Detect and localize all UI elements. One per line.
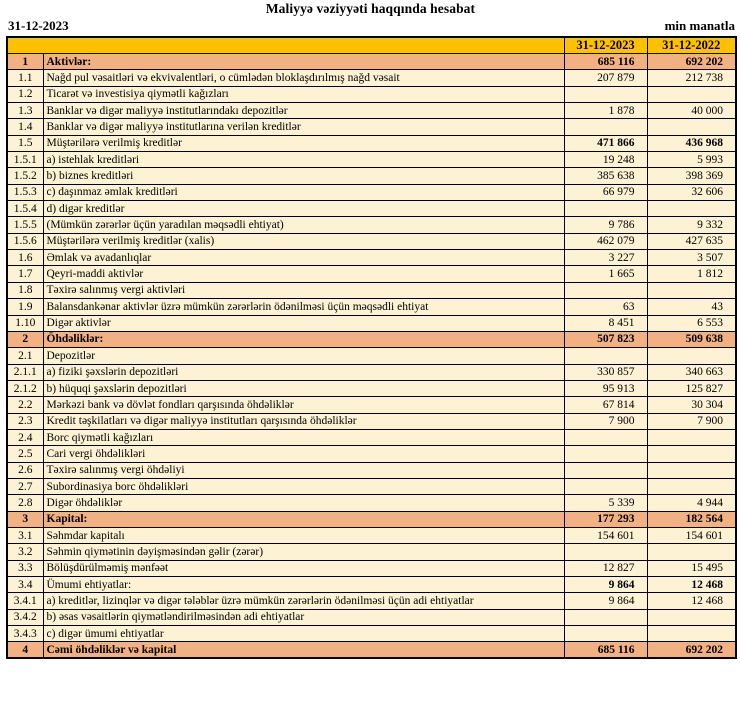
row-value-2023: 12 827	[564, 560, 647, 576]
row-number: 3.4	[7, 577, 43, 593]
table-row	[7, 266, 736, 282]
table-row	[7, 511, 736, 527]
row-number: 2.8	[7, 495, 43, 511]
row-value-2022	[647, 429, 736, 445]
row-label: Müştərilərə verilmiş kreditlər	[43, 135, 564, 151]
row-label: Təxirə salınmış vergi öhdəliyi	[43, 462, 564, 478]
row-value-2023: 385 638	[564, 168, 647, 184]
row-value-2023	[564, 626, 647, 642]
row-number: 3.2	[7, 544, 43, 560]
table-row	[7, 478, 736, 494]
row-value-2022: 125 827	[647, 380, 736, 396]
row-number: 1.6	[7, 250, 43, 266]
row-label: Borc qiymətli kağızları	[43, 429, 564, 445]
row-value-2022: 398 369	[647, 168, 736, 184]
table-row	[7, 299, 736, 315]
table-row	[7, 544, 736, 560]
row-value-2022: 12 468	[647, 577, 736, 593]
row-value-2023	[564, 429, 647, 445]
table-row	[7, 315, 736, 331]
row-value-2023: 9 786	[564, 217, 647, 233]
row-number: 2.4	[7, 429, 43, 445]
row-label: Digər aktivlər	[43, 315, 564, 331]
row-label: b) əsas vəsaitlərin qiymətləndirilməsindən adi ehtiyatlar	[43, 609, 564, 625]
row-value-2023	[564, 201, 647, 217]
row-value-2023: 177 293	[564, 511, 647, 527]
row-value-2023	[564, 462, 647, 478]
table-row	[7, 429, 736, 445]
row-number: 1	[7, 54, 43, 70]
row-label: a) istehlak kreditləri	[43, 152, 564, 168]
table-row	[7, 462, 736, 478]
row-number: 1.9	[7, 299, 43, 315]
row-value-2022: 5 993	[647, 152, 736, 168]
table-body	[7, 54, 736, 659]
row-value-2023	[564, 609, 647, 625]
row-value-2022: 3 507	[647, 250, 736, 266]
row-label: Balansdankənar aktivlər üzrə mümkün zərərlərin ödənilməsi üçün məqsədli ehtiyat	[43, 299, 564, 315]
row-value-2022	[647, 201, 736, 217]
column-header-2023: 31-12-2023	[564, 37, 647, 54]
row-label: c) digər ümumi ehtiyatlar	[43, 626, 564, 642]
row-value-2023: 9 864	[564, 577, 647, 593]
row-label: Qeyri-maddi aktivlər	[43, 266, 564, 282]
row-number: 2	[7, 331, 43, 347]
row-value-2022	[647, 626, 736, 642]
row-label: Depozitlər	[43, 348, 564, 364]
row-value-2023: 154 601	[564, 527, 647, 543]
row-value-2023	[564, 544, 647, 560]
table-row	[7, 86, 736, 102]
table-row	[7, 364, 736, 380]
row-number: 1.7	[7, 266, 43, 282]
row-number: 1.5.2	[7, 168, 43, 184]
row-value-2022: 9 332	[647, 217, 736, 233]
row-label: Öhdəliklər:	[43, 331, 564, 347]
table-row	[7, 348, 736, 364]
row-value-2023	[564, 282, 647, 298]
row-number: 1.5.4	[7, 201, 43, 217]
row-label: Nağd pul vəsaitləri və ekvivalentləri, o cümlədən bloklaşdırılmış nağd vəsait	[43, 70, 564, 86]
row-value-2022: 340 663	[647, 364, 736, 380]
row-value-2023: 3 227	[564, 250, 647, 266]
row-number: 2.1.2	[7, 380, 43, 396]
row-label: b) hüquqi şəxslərin depozitləri	[43, 380, 564, 396]
row-number: 1.5.6	[7, 233, 43, 249]
page-title: Maliyyə vəziyyəti haqqında hesabat	[265, 1, 476, 16]
row-value-2022: 427 635	[647, 233, 736, 249]
row-value-2022: 692 202	[647, 54, 736, 70]
row-value-2023: 66 979	[564, 184, 647, 200]
report-subheader	[8, 18, 735, 34]
row-value-2022: 15 495	[647, 560, 736, 576]
row-number: 1.10	[7, 315, 43, 331]
table-row	[7, 217, 736, 233]
table-row	[7, 609, 736, 625]
table-row	[7, 70, 736, 86]
table-row	[7, 413, 736, 429]
table-row	[7, 184, 736, 200]
row-value-2022: 182 564	[647, 511, 736, 527]
row-value-2022: 6 553	[647, 315, 736, 331]
row-label: d) digər kreditlər	[43, 201, 564, 217]
row-value-2022	[647, 119, 736, 135]
row-value-2023: 685 116	[564, 54, 647, 70]
row-value-2023: 462 079	[564, 233, 647, 249]
table-row	[7, 446, 736, 462]
row-number: 2.1.1	[7, 364, 43, 380]
row-number: 1.4	[7, 119, 43, 135]
row-number: 2.1	[7, 348, 43, 364]
row-label: c) daşınmaz əmlak kreditləri	[43, 184, 564, 200]
row-label: Kapital:	[43, 511, 564, 527]
row-label: a) kreditlər, lizinqlər və digər tələblər üzrə mümkün zərərlərin ödənilməsi üçün adi ehtiyatlar	[43, 593, 564, 609]
row-number: 4	[7, 642, 43, 658]
table-row	[7, 527, 736, 543]
row-value-2023: 5 339	[564, 495, 647, 511]
row-label: Cari vergi öhdəlikləri	[43, 446, 564, 462]
row-value-2022: 43	[647, 299, 736, 315]
row-value-2022	[647, 446, 736, 462]
table-row	[7, 103, 736, 119]
report-unit-label: min manatla	[664, 18, 735, 33]
row-value-2023: 19 248	[564, 152, 647, 168]
table-row	[7, 495, 736, 511]
row-value-2023: 67 814	[564, 397, 647, 413]
row-value-2022: 30 304	[647, 397, 736, 413]
row-number: 2.7	[7, 478, 43, 494]
row-number: 2.5	[7, 446, 43, 462]
row-number: 1.3	[7, 103, 43, 119]
table-row	[7, 201, 736, 217]
table-row	[7, 168, 736, 184]
row-value-2022: 212 738	[647, 70, 736, 86]
table-row	[7, 397, 736, 413]
row-value-2022	[647, 462, 736, 478]
row-value-2022: 509 638	[647, 331, 736, 347]
table-row	[7, 331, 736, 347]
row-value-2022	[647, 86, 736, 102]
table-row	[7, 54, 736, 70]
row-label: Digər öhdəliklər	[43, 495, 564, 511]
row-value-2023: 1 665	[564, 266, 647, 282]
row-number: 1.5.5	[7, 217, 43, 233]
row-label: Səhmin qiymətinin dəyişməsindən gəlir (zərər)	[43, 544, 564, 560]
table-row	[7, 119, 736, 135]
row-value-2022: 40 000	[647, 103, 736, 119]
row-value-2023: 9 864	[564, 593, 647, 609]
row-label: a) fiziki şəxslərin depozitləri	[43, 364, 564, 380]
row-number: 3.4.2	[7, 609, 43, 625]
row-number: 1.8	[7, 282, 43, 298]
table-row	[7, 152, 736, 168]
row-label: Səhmdar kapitalı	[43, 527, 564, 543]
row-label: Bölüşdürülməmiş mənfəət	[43, 560, 564, 576]
row-value-2023: 685 116	[564, 642, 647, 658]
row-value-2022	[647, 544, 736, 560]
row-label: Banklar və digər maliyyə institutlarındakı depozitlər	[43, 103, 564, 119]
row-value-2022: 12 468	[647, 593, 736, 609]
row-number: 1.1	[7, 70, 43, 86]
row-value-2022	[647, 282, 736, 298]
table-row	[7, 233, 736, 249]
row-value-2022	[647, 478, 736, 494]
row-value-2022: 692 202	[647, 642, 736, 658]
table-row	[7, 577, 736, 593]
row-value-2023	[564, 348, 647, 364]
row-label: Subordinasiya borc öhdəlikləri	[43, 478, 564, 494]
row-label: Təxirə salınmış vergi aktivləri	[43, 282, 564, 298]
row-value-2022: 7 900	[647, 413, 736, 429]
row-value-2022: 32 606	[647, 184, 736, 200]
row-value-2023: 95 913	[564, 380, 647, 396]
row-number: 3.4.1	[7, 593, 43, 609]
table-row	[7, 626, 736, 642]
row-number: 2.6	[7, 462, 43, 478]
table-row	[7, 560, 736, 576]
row-value-2022: 436 968	[647, 135, 736, 151]
row-label: Mərkəzi bank və dövlət fondları qarşısında öhdəliklər	[43, 397, 564, 413]
row-value-2023: 330 857	[564, 364, 647, 380]
row-number: 1.2	[7, 86, 43, 102]
table-row	[7, 380, 736, 396]
row-value-2023	[564, 86, 647, 102]
table-row	[7, 593, 736, 609]
row-value-2023: 63	[564, 299, 647, 315]
row-label: Aktivlər:	[43, 54, 564, 70]
row-value-2023: 507 823	[564, 331, 647, 347]
header-empty-cell	[7, 37, 564, 54]
row-number: 3.3	[7, 560, 43, 576]
report-date-label: 31-12-2023	[8, 18, 69, 33]
row-label: Kredit təşkilatları və digər maliyyə institutları qarşısında öhdəliklər	[43, 413, 564, 429]
row-label: Banklar və digər maliyyə institutlarına verilən kreditlər	[43, 119, 564, 135]
table-row	[7, 250, 736, 266]
row-label: Əmlak və avadanlıqlar	[43, 250, 564, 266]
row-label: Cəmi öhdəliklər və kapital	[43, 642, 564, 658]
row-value-2023: 207 879	[564, 70, 647, 86]
table-row	[7, 282, 736, 298]
row-value-2023	[564, 446, 647, 462]
row-value-2023: 1 878	[564, 103, 647, 119]
row-label: (Mümkün zərərlər üçün yaradılan məqsədli ehtiyat)	[43, 217, 564, 233]
row-label: Ümumi ehtiyatlar:	[43, 577, 564, 593]
row-value-2022: 4 944	[647, 495, 736, 511]
row-value-2023: 7 900	[564, 413, 647, 429]
row-value-2022	[647, 609, 736, 625]
financial-statement-table	[6, 36, 737, 659]
row-number: 1.5.3	[7, 184, 43, 200]
row-number: 2.2	[7, 397, 43, 413]
row-label: Ticarət və investisiya qiymətli kağızları	[43, 86, 564, 102]
column-header-2022: 31-12-2022	[647, 37, 736, 54]
row-value-2023: 471 866	[564, 135, 647, 151]
row-value-2022	[647, 348, 736, 364]
row-label: Müştərilərə verilmiş kreditlər (xalis)	[43, 233, 564, 249]
row-value-2022: 1 812	[647, 266, 736, 282]
row-value-2023: 8 451	[564, 315, 647, 331]
row-number: 2.3	[7, 413, 43, 429]
row-value-2023	[564, 119, 647, 135]
row-number: 3.4.3	[7, 626, 43, 642]
table-row	[7, 642, 736, 658]
row-value-2022: 154 601	[647, 527, 736, 543]
table-header-row	[7, 37, 736, 54]
row-value-2023	[564, 478, 647, 494]
table-row	[7, 135, 736, 151]
row-number: 3	[7, 511, 43, 527]
row-number: 3.1	[7, 527, 43, 543]
row-label: b) biznes kreditləri	[43, 168, 564, 184]
row-number: 1.5.1	[7, 152, 43, 168]
row-number: 1.5	[7, 135, 43, 151]
